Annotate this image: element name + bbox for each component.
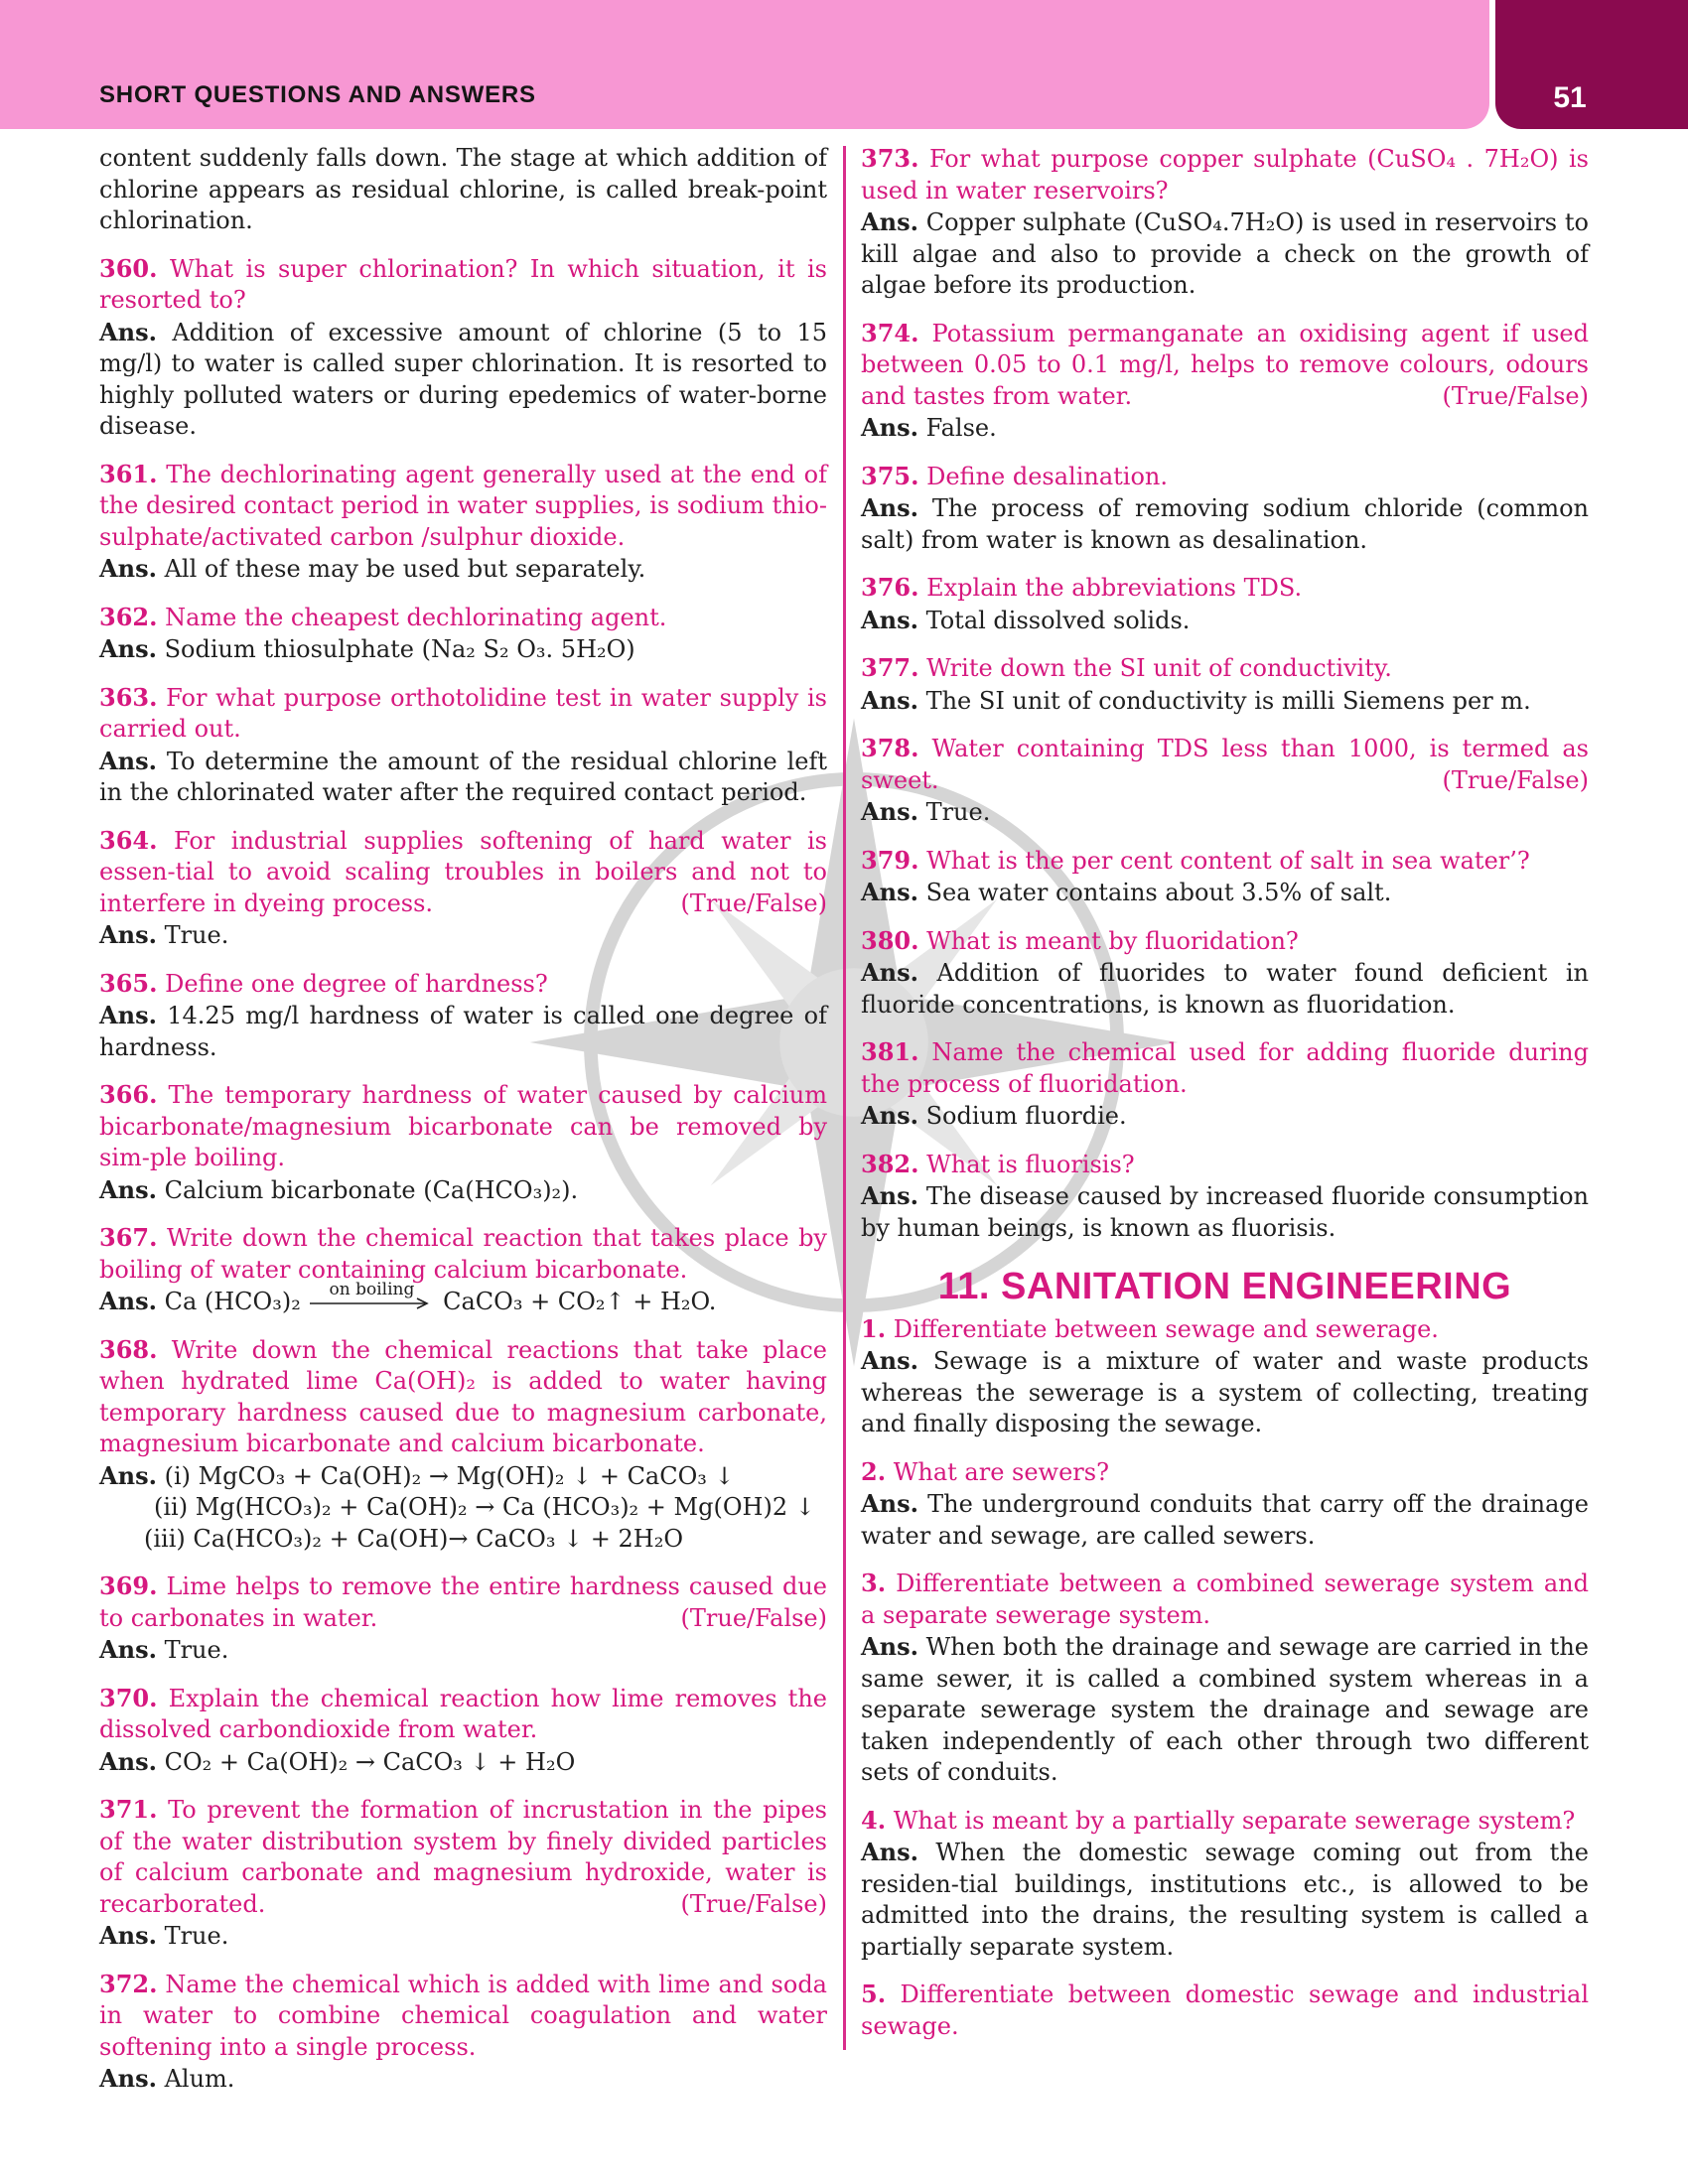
question-number: 378. <box>861 734 919 762</box>
question-number: 377. <box>861 653 919 682</box>
question-number: 360. <box>99 253 158 283</box>
answer-label: Ans. <box>861 878 918 906</box>
reaction-1: (i) MgCO₃ + Ca(OH)₂ → Mg(OH)₂ ↓ + CaCO₃ ↓ <box>164 1461 735 1490</box>
question-number: 374. <box>861 318 919 347</box>
answer-s3 <box>861 1631 1589 1789</box>
arrow-label: on boiling <box>329 1279 415 1299</box>
running-header-title: SHORT QUESTIONS AND ANSWERS <box>99 81 536 108</box>
answer-label: Ans. <box>861 1838 918 1866</box>
page-number: 51 <box>1553 81 1587 114</box>
question-s1 <box>861 1313 1589 1346</box>
answer-379 <box>861 877 1589 909</box>
answer-label: Ans. <box>99 634 157 663</box>
answer-label: Ans. <box>861 797 918 826</box>
question-361 <box>99 459 827 554</box>
question-379 <box>861 845 1589 878</box>
reaction-2: (ii) Mg(HCO₃)₂ + Ca(OH)₂ → Ca (HCO₃)₂ + Mg(OH)2 ↓ <box>154 1493 815 1521</box>
answer-text: CO₂ + Ca(OH)₂ → CaCO₃ ↓ + H₂O <box>164 1747 576 1776</box>
question-number: 362. <box>99 602 158 631</box>
header-band <box>0 0 1489 129</box>
answer-366 <box>99 1174 827 1207</box>
answer-label: Ans. <box>99 554 157 583</box>
answer-text: The underground conduits that carry off the drainage water and sewage, are called sewers. <box>861 1490 1589 1550</box>
question-number: 368. <box>99 1334 158 1364</box>
true-false-tag: (True/False) <box>680 1889 827 1918</box>
answer-371 <box>99 1920 827 1953</box>
question-number: 382. <box>861 1149 919 1178</box>
answer-text: The SI unit of conductivity is milli Siemens per m. <box>925 686 1531 715</box>
question-text: Write down the chemical reaction that takes place by boiling of water containing calcium bicarbonate. <box>99 1224 827 1284</box>
answer-360 <box>99 317 827 443</box>
answer-label: Ans. <box>861 207 918 236</box>
question-number: 5. <box>861 1979 887 2008</box>
answer-label: Ans. <box>861 605 918 634</box>
answer-s4 <box>861 1837 1589 1963</box>
answer-s2 <box>861 1488 1589 1552</box>
on-boiling-arrow <box>308 1279 435 1316</box>
answer-text: The process of removing sodium chloride (common salt) from water is known as desalination. <box>861 494 1589 554</box>
answer-s1 <box>861 1345 1589 1440</box>
question-376 <box>861 572 1589 605</box>
question-375 <box>861 461 1589 493</box>
answer-text: Sodium thiosulphate (Na₂ S₂ O₃. 5H₂O) <box>164 635 635 663</box>
question-number: 380. <box>861 925 919 955</box>
question-number: 371. <box>99 1795 158 1824</box>
answer-text: True. <box>164 1636 229 1664</box>
answer-text: Sewage is a mixture of water and waste products whereas the sewerage is a system of collecting, treating and finally disposing the sewage. <box>861 1347 1589 1437</box>
answer-text: Alum. <box>164 2065 235 2093</box>
question-number: 369. <box>99 1571 158 1600</box>
answer-text: Sea water contains about 3.5% of salt. <box>925 879 1392 906</box>
question-number: 372. <box>99 1969 158 1998</box>
answer-364 <box>99 919 827 952</box>
question-text: What is super chlorination? In which situation, it is resorted to? <box>99 254 827 314</box>
reaction-lhs: Ca (HCO₃)₂ <box>164 1288 301 1315</box>
answer-362 <box>99 633 827 666</box>
question-number: 1. <box>861 1313 887 1343</box>
question-360 <box>99 253 827 317</box>
answer-369 <box>99 1634 827 1667</box>
question-number: 379. <box>861 845 919 875</box>
question-s3 <box>861 1568 1589 1631</box>
intro-paragraph: content suddenly falls down. The stage at which addition of chlorine appears as residual chlorine, is called break-point chlorination. <box>99 144 827 234</box>
question-text: Explain the abbreviations TDS. <box>926 574 1303 602</box>
answer-363 <box>99 746 827 809</box>
reaction-3: (iii) Ca(HCO₃)₂ + Ca(OH)→ CaCO₃ ↓ + 2H₂O <box>144 1524 684 1553</box>
question-text: For industrial supplies softening of hard water is essen-tial to avoid scaling troubles in boilers and not to interfere in dyeing process. <box>99 826 827 917</box>
answer-381 <box>861 1100 1589 1133</box>
question-text: Name the chemical which is added with lime and soda in water to combine chemical coagulation and water softening into a single process. <box>99 1970 827 2061</box>
answer-text: True. <box>925 798 991 826</box>
question-text: Write down the chemical reactions that take place when hydrated lime Ca(OH)₂ is added to water having temporary hardness caused due to magnesium carbonate, magnesium bicarbonate and calcium bicarbonate. <box>99 1335 827 1457</box>
answer-374 <box>861 412 1589 445</box>
answer-label: Ans. <box>99 1635 157 1664</box>
question-number: 375. <box>861 461 919 490</box>
answer-label: Ans. <box>861 413 918 442</box>
question-number: 364. <box>99 825 158 855</box>
answer-text: 14.25 mg/l hardness of water is called one degree of hardness. <box>99 1002 827 1061</box>
answer-label: Ans. <box>99 317 157 346</box>
question-370 <box>99 1683 827 1746</box>
answer-378 <box>861 796 1589 829</box>
question-text: To prevent the formation of incrustation in the pipes of the water distribution system by finely divided particles of calcium carbonate and magnesium hydroxide, water is recarborated. <box>99 1796 827 1918</box>
column-divider <box>843 146 846 2050</box>
question-text: Water containing TDS less than 1000, is termed as sweet. <box>861 735 1589 794</box>
question-text: Write down the SI unit of conductivity. <box>926 654 1392 682</box>
question-text: What is the per cent content of salt in sea water’? <box>926 846 1530 875</box>
question-373 <box>861 143 1589 206</box>
answer-text: False. <box>925 414 997 442</box>
answer-label: Ans. <box>861 1181 918 1210</box>
question-s4 <box>861 1805 1589 1838</box>
right-arrow-icon <box>308 1297 435 1310</box>
question-381 <box>861 1036 1589 1100</box>
question-382 <box>861 1149 1589 1181</box>
question-372 <box>99 1969 827 2064</box>
question-number: 370. <box>99 1683 158 1712</box>
answer-label: Ans. <box>99 1174 157 1204</box>
question-text: What are sewers? <box>893 1457 1109 1486</box>
answer-label: Ans. <box>99 920 157 949</box>
question-371 <box>99 1794 827 1920</box>
question-number: 376. <box>861 573 919 602</box>
answer-365 <box>99 1000 827 1063</box>
answer-372 <box>99 2063 827 2096</box>
reaction-rhs: CaCO₃ + CO₂↑ + H₂O. <box>443 1288 717 1315</box>
question-362 <box>99 602 827 634</box>
answer-label: Ans. <box>99 1287 157 1315</box>
true-false-tag: (True/False) <box>1442 381 1589 410</box>
question-text: For what purpose orthotolidine test in water supply is carried out. <box>99 683 827 743</box>
answer-382 <box>861 1180 1589 1244</box>
question-368 <box>99 1334 827 1460</box>
true-false-tag: (True/False) <box>1442 765 1589 794</box>
answer-text: Sodium fluordie. <box>925 1102 1127 1130</box>
answer-label: Ans. <box>99 2064 157 2093</box>
left-column <box>99 143 827 2096</box>
question-number: 361. <box>99 459 158 488</box>
right-column <box>861 143 1589 2042</box>
answer-label: Ans. <box>99 1460 157 1490</box>
question-number: 363. <box>99 682 158 712</box>
question-text: The dechlorinating agent generally used at the end of the desired contact period in water supplies, is sodium thio-sulphate/activated carbon /sulphur dioxide. <box>99 460 827 551</box>
answer-label: Ans. <box>861 1101 918 1130</box>
question-number: 367. <box>99 1223 158 1252</box>
answer-text: When the domestic sewage coming out from the residen-tial buildings, institutions etc., is allowed to be admitted into the drains, the resulting system is called a partially separate system. <box>861 1839 1589 1961</box>
question-text: Lime helps to remove the entire hardness caused due to carbonates in water. <box>99 1572 827 1632</box>
answer-361 <box>99 553 827 586</box>
question-text: Differentiate between domestic sewage and industrial sewage. <box>861 1980 1589 2040</box>
question-number: 365. <box>99 968 158 998</box>
answer-text: Addition of fluorides to water found deficient in fluoride concentrations, is known as fluoridation. <box>861 959 1589 1019</box>
question-380 <box>861 925 1589 958</box>
question-377 <box>861 652 1589 685</box>
question-s5 <box>861 1979 1589 2042</box>
question-number: 2. <box>861 1456 887 1486</box>
answer-label: Ans. <box>861 1346 918 1375</box>
question-text: Differentiate between a combined sewerage system and a separate sewerage system. <box>861 1570 1589 1629</box>
question-text: What is meant by fluoridation? <box>926 926 1299 955</box>
question-number: 4. <box>861 1805 887 1835</box>
answer-label: Ans. <box>99 1746 157 1776</box>
answer-text: Copper sulphate (CuSO₄.7H₂O) is used in reservoirs to kill algae and also to provide a check on the growth of algae before its production. <box>861 208 1589 299</box>
question-text: Define desalination. <box>926 462 1168 490</box>
answer-text: All of these may be used but separately. <box>164 555 646 583</box>
question-number: 3. <box>861 1569 887 1597</box>
answer-367 <box>99 1279 827 1318</box>
answer-label: Ans. <box>861 1489 918 1518</box>
question-number: 366. <box>99 1080 158 1109</box>
question-text: Explain the chemical reaction how lime removes the dissolved carbondioxide from water. <box>99 1684 827 1743</box>
question-number: 381. <box>861 1037 919 1066</box>
answer-label: Ans. <box>99 1921 157 1950</box>
question-365 <box>99 968 827 1001</box>
true-false-tag: (True/False) <box>680 1603 827 1632</box>
question-text: What is meant by a partially separate sewerage system? <box>893 1806 1576 1835</box>
answer-text: Total dissolved solids. <box>925 606 1191 634</box>
answer-377 <box>861 685 1589 718</box>
question-text: What is fluorisis? <box>926 1150 1135 1178</box>
question-378 <box>861 733 1589 796</box>
answer-text: True. <box>164 921 229 949</box>
answer-text: Addition of excessive amount of chlorine (5 to 15 mg/l) to water is called super chlorination. It is resorted to highly polluted waters or during epedemics of water-borne disease. <box>99 318 828 440</box>
answer-text: Calcium bicarbonate (Ca(HCO₃)₂). <box>164 1175 579 1204</box>
section-heading: 11. SANITATION ENGINEERING <box>937 1266 1512 1307</box>
question-s2 <box>861 1456 1589 1489</box>
answer-text: To determine the amount of the residual chlorine left in the chlorinated water after the required contact period. <box>99 747 827 806</box>
answer-label: Ans. <box>861 958 918 987</box>
answer-label: Ans. <box>861 493 918 522</box>
answer-label: Ans. <box>861 685 918 715</box>
question-text: Name the chemical used for adding fluoride during the process of fluoridation. <box>861 1038 1589 1098</box>
question-number: 373. <box>861 144 919 173</box>
question-text: Name the cheapest dechlorinating agent. <box>165 603 667 631</box>
answer-text: The disease caused by increased fluoride consumption by human beings, is known as fluorisis. <box>861 1182 1589 1242</box>
question-text: Differentiate between sewage and sewerage. <box>893 1314 1439 1343</box>
answer-375 <box>861 492 1589 556</box>
answer-370 <box>99 1746 827 1779</box>
question-369 <box>99 1570 827 1634</box>
question-text: The temporary hardness of water caused by calcium bicarbonate/magnesium bicarbonate can be removed by sim-ple boiling. <box>99 1081 827 1171</box>
answer-label: Ans. <box>99 746 157 775</box>
question-364 <box>99 825 827 920</box>
true-false-tag: (True/False) <box>680 888 827 917</box>
question-363 <box>99 682 827 746</box>
answer-label: Ans. <box>861 1632 918 1661</box>
question-text: For what purpose copper sulphate (CuSO₄ . 7H₂O) is used in water reservoirs? <box>861 145 1589 205</box>
question-367 <box>99 1222 827 1286</box>
answer-380 <box>861 957 1589 1021</box>
answer-376 <box>861 605 1589 637</box>
question-374 <box>861 318 1589 413</box>
answer-text: True. <box>164 1922 229 1950</box>
answer-368 <box>99 1460 827 1493</box>
answer-label: Ans. <box>99 1001 157 1029</box>
question-text: Potassium permanganate an oxidising agent if used between 0.05 to 0.1 mg/l, helps to remove colours, odours and tastes from water. <box>861 319 1589 410</box>
question-366 <box>99 1079 827 1174</box>
question-text: Define one degree of hardness? <box>165 969 548 998</box>
answer-373 <box>861 206 1589 302</box>
answer-text: When both the drainage and sewage are carried in the same sewer, it is called a combined system whereas in a separate sewerage system the drainage and sewage are taken independently of each other through two different sets of conduits. <box>861 1633 1589 1786</box>
